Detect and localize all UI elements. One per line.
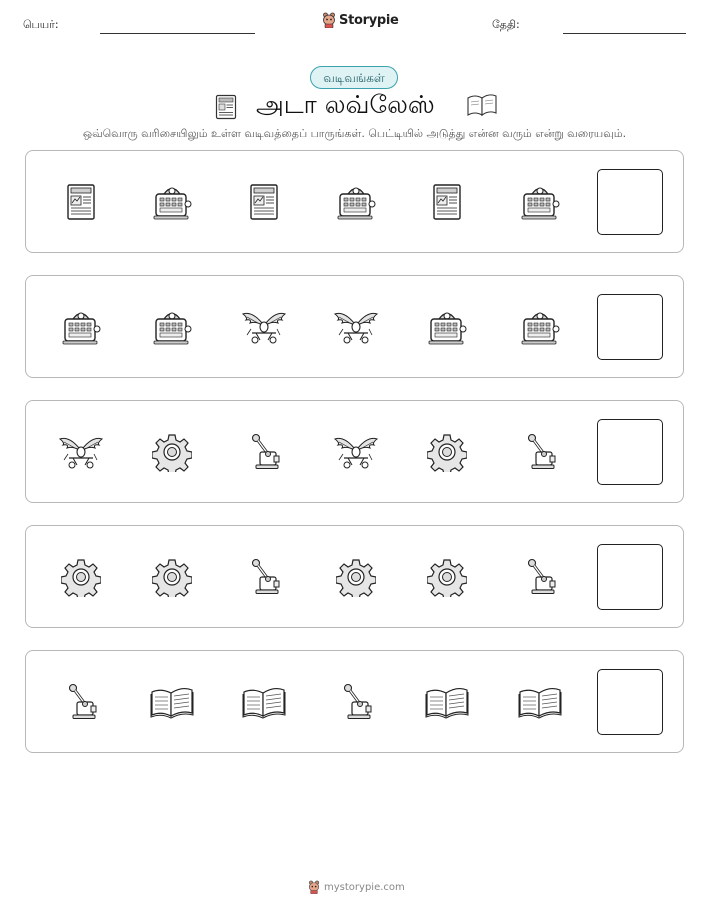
book-icon (520, 682, 560, 722)
title-row (0, 90, 709, 126)
book-icon (244, 682, 284, 722)
pattern-row-3 (25, 400, 684, 503)
gear-icon (336, 557, 376, 597)
calculator-icon (152, 182, 192, 222)
gear-icon (427, 557, 467, 597)
answer-box[interactable] (597, 169, 663, 235)
answer-box[interactable] (597, 669, 663, 735)
book-icon (152, 682, 192, 722)
flying-machine-icon (336, 432, 376, 472)
name-label: பெயர்: (23, 18, 59, 31)
calculator-icon (61, 307, 101, 347)
brand-logo (322, 12, 399, 28)
newspaper-icon (427, 182, 467, 222)
newspaper-icon (215, 94, 237, 120)
instructions-text: ஒவ்வொரு வரிசையிலும் உள்ள வடிவத்தைப் பாருங்கள். பெட்டியில் அடுத்து என்ன வரும் என்று வரையவும். (82, 127, 627, 140)
brand-name: Storypie (339, 12, 399, 28)
calculator-icon (427, 307, 467, 347)
gear-icon (152, 557, 192, 597)
answer-box[interactable] (597, 419, 663, 485)
lever-icon (520, 557, 560, 597)
answer-box[interactable] (597, 544, 663, 610)
pattern-row-4 (25, 525, 684, 628)
calculator-icon (336, 182, 376, 222)
gear-icon (427, 432, 467, 472)
category-badge: வடிவங்கள் (310, 66, 398, 89)
pattern-row-1 (25, 150, 684, 253)
lever-icon (61, 682, 101, 722)
book-icon (427, 682, 467, 722)
storypie-mascot-icon (308, 880, 320, 894)
lever-icon (244, 557, 284, 597)
flying-machine-icon (244, 307, 284, 347)
gear-icon (61, 557, 101, 597)
name-line[interactable] (100, 33, 255, 34)
pattern-row-5 (25, 650, 684, 753)
date-line[interactable] (563, 33, 686, 34)
lever-icon (244, 432, 284, 472)
lever-icon (336, 682, 376, 722)
pattern-row-2 (25, 275, 684, 378)
calculator-icon (152, 307, 192, 347)
flying-machine-icon (61, 432, 101, 472)
footer-url: mystorypie.com (324, 881, 405, 893)
newspaper-icon (244, 182, 284, 222)
answer-box[interactable] (597, 294, 663, 360)
page-title: அடா லவ்லேஸ் (256, 90, 435, 119)
newspaper-icon (61, 182, 101, 222)
gear-icon (152, 432, 192, 472)
calculator-icon (520, 307, 560, 347)
book-icon (466, 92, 498, 118)
flying-machine-icon (336, 307, 376, 347)
lever-icon (520, 432, 560, 472)
worksheet-header (0, 0, 709, 50)
date-label: தேதி: (492, 18, 520, 31)
storypie-mascot-icon (322, 12, 336, 28)
calculator-icon (520, 182, 560, 222)
footer (308, 880, 405, 894)
